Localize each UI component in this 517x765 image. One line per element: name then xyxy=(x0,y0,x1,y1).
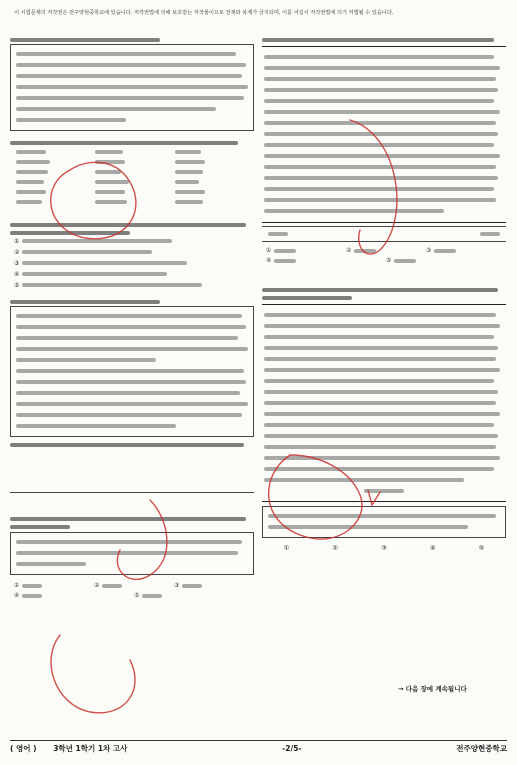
choice-marker: ④ xyxy=(14,591,20,599)
choice-marker: ⑤ xyxy=(386,256,392,264)
choice-marker: ② xyxy=(332,543,339,552)
choice-marker: ① xyxy=(283,543,290,552)
choice-marker: ① xyxy=(14,581,20,589)
question-prompt xyxy=(10,219,254,235)
subject-label: ( 영어 ) xyxy=(10,743,37,753)
choice-marker: ② xyxy=(14,248,20,256)
passage-box xyxy=(10,44,254,131)
option-grid xyxy=(266,246,506,266)
copyright-notice: 이 시험문제의 저작권은 전주양현중학교에 있습니다. 저작권법에 의해 보호받는 저작물이므로 전재와 복제가 금지되며, 이를 어길시 저작권법에 의거 처벌될 수 있습니다. xyxy=(14,10,394,16)
exam-info: 3학년 1학기 1차 고사 xyxy=(53,743,128,753)
choice-marker: ⑤ xyxy=(478,543,485,552)
question-prompt xyxy=(10,34,254,42)
option-row xyxy=(262,544,506,552)
question-prompt xyxy=(10,137,254,145)
passage-box xyxy=(10,306,254,437)
choice-marker: ④ xyxy=(429,543,436,552)
question-prompt xyxy=(10,513,254,529)
pen-stroke xyxy=(51,635,135,713)
page-number: -2/5- xyxy=(282,743,302,753)
page-footer xyxy=(10,740,507,755)
school-name: 전주양현중학교 xyxy=(456,743,507,753)
option-list xyxy=(14,237,254,291)
choice-marker: ④ xyxy=(266,256,272,264)
question-prompt xyxy=(10,296,254,304)
choice-marker: ③ xyxy=(174,581,180,589)
question-prompt xyxy=(262,284,506,300)
passage-box xyxy=(262,46,506,223)
choice-marker: ⑤ xyxy=(14,281,20,289)
choice-marker: ① xyxy=(14,237,20,245)
choice-marker: ⑤ xyxy=(134,591,140,599)
question-prompt xyxy=(262,34,506,42)
choice-marker: ① xyxy=(266,246,272,254)
choice-marker: ② xyxy=(346,246,352,254)
choice-marker: ③ xyxy=(14,259,20,267)
sentence-box xyxy=(10,532,254,575)
right-column xyxy=(262,28,506,552)
choice-marker: ② xyxy=(94,581,100,589)
choice-marker: ③ xyxy=(426,246,432,254)
choice-marker: ④ xyxy=(14,270,20,278)
option-grid xyxy=(14,581,254,601)
passage-box xyxy=(262,304,506,503)
left-column xyxy=(10,28,254,601)
answer-grid xyxy=(16,147,254,207)
blank-row xyxy=(262,226,506,242)
answer-line xyxy=(10,480,254,493)
choice-marker: ③ xyxy=(381,543,387,552)
summary-box xyxy=(262,506,506,538)
continued-note: → 다음 장에 계속됩니다 xyxy=(398,685,467,693)
